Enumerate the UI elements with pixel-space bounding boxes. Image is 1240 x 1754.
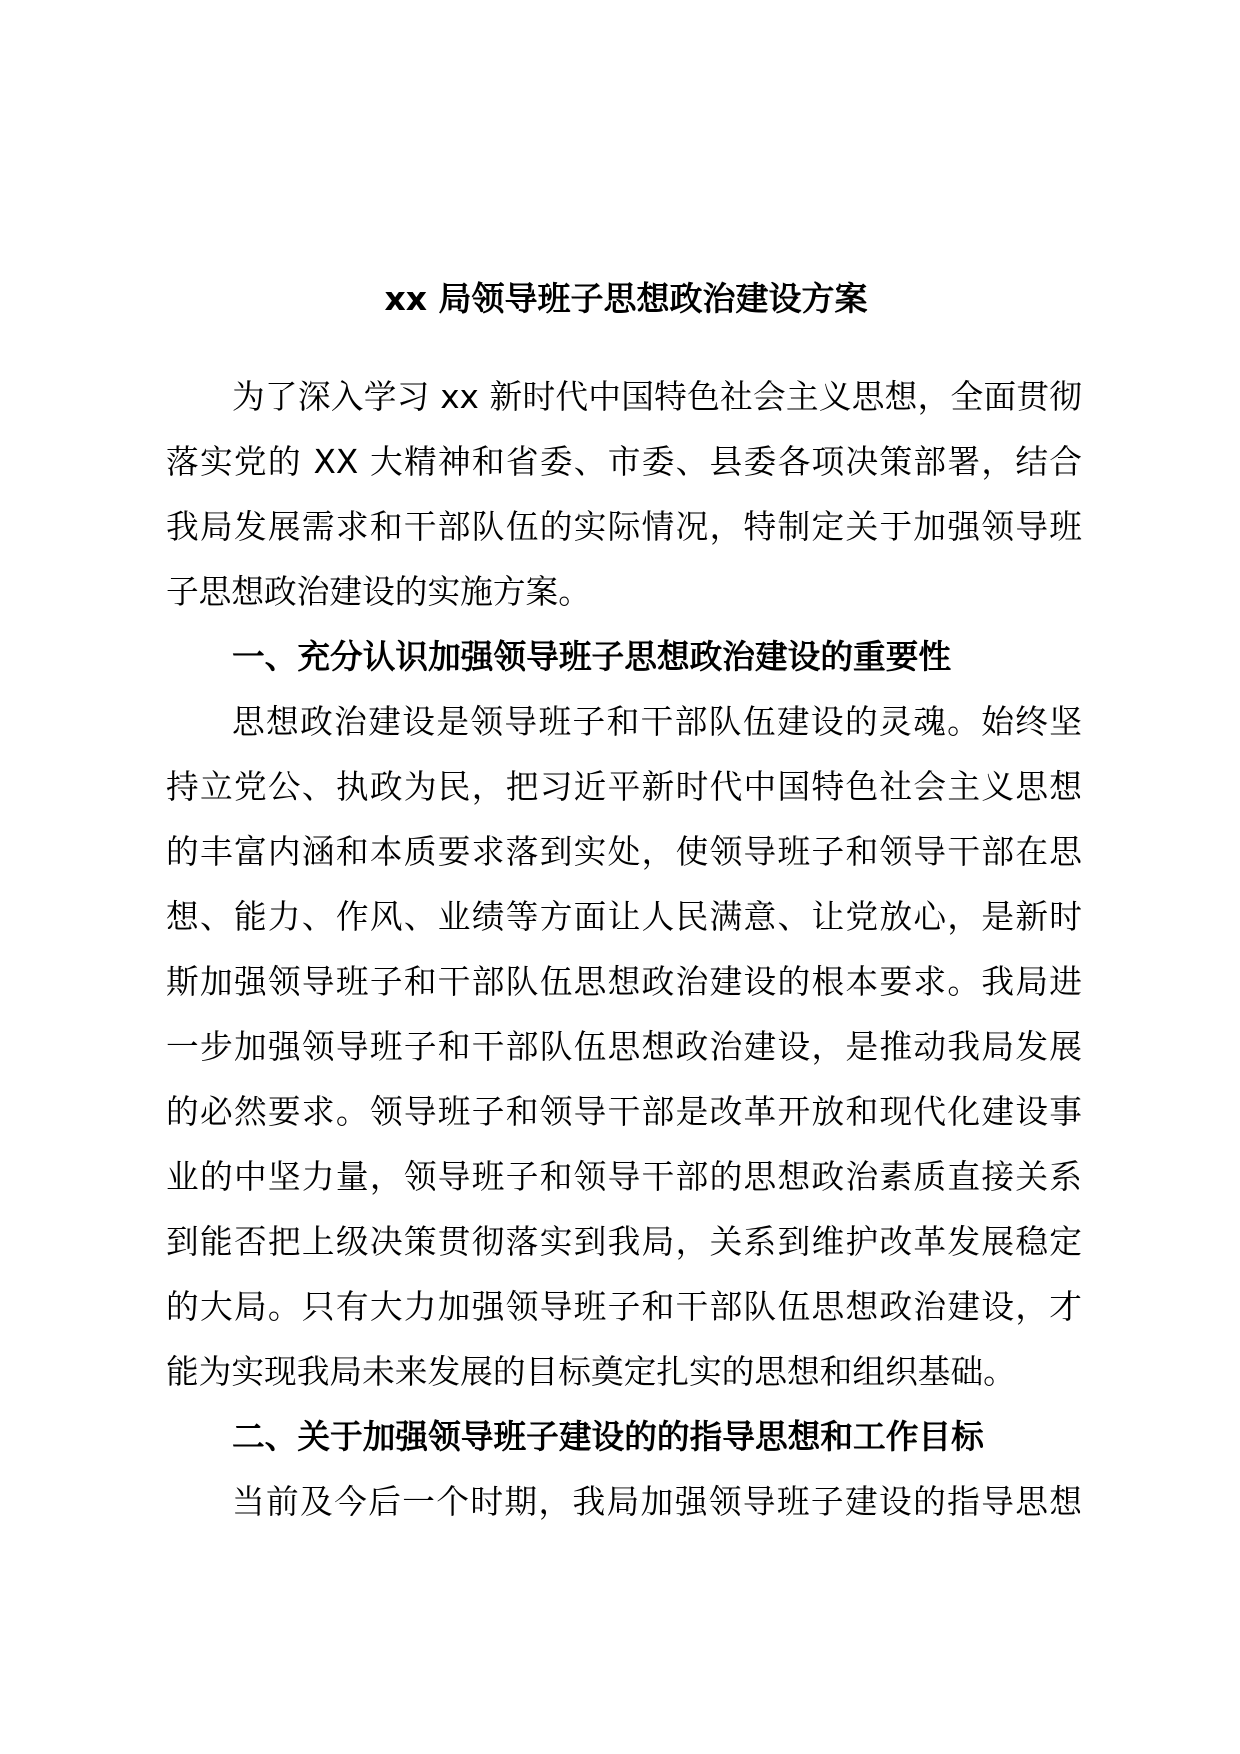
paragraph-line: 的丰富内涵和本质要求落到实处，使领导班子和领导干部在思 bbox=[166, 833, 1082, 871]
paragraph-line: 的必然要求。领导班子和领导干部是改革开放和现代化建设事 bbox=[166, 1093, 1082, 1131]
paragraph-line: 的大局。只有大力加强领导班子和干部队伍思想政治建设，才 bbox=[166, 1288, 1082, 1326]
section-2 bbox=[166, 1415, 1082, 1545]
section-1-heading: 一、充分认识加强领导班子思想政治建设的重要性 bbox=[232, 638, 952, 676]
paragraph-line: 斯加强领导班子和干部队伍思想政治建设的根本要求。我局进 bbox=[166, 963, 1082, 1001]
section-2-paragraph bbox=[166, 1480, 1082, 1545]
paragraph-line: 子思想政治建设的实施方案。 bbox=[166, 573, 591, 611]
document-body bbox=[166, 375, 1082, 1545]
paragraph-line: 思想政治建设是领导班子和干部队伍建设的灵魂。始终坚 bbox=[232, 703, 1082, 741]
section-1 bbox=[166, 635, 1082, 1415]
paragraph-line: 落实党的 XX 大精神和省委、市委、县委各项决策部署，结合 bbox=[166, 443, 1082, 481]
paragraph-line: 持立党公、执政为民，把习近平新时代中国特色社会主义思想 bbox=[166, 768, 1082, 806]
paragraph-line: 业的中坚力量，领导班子和领导干部的思想政治素质直接关系 bbox=[166, 1158, 1082, 1196]
paragraph-line: 到能否把上级决策贯彻落实到我局，关系到维护改革发展稳定 bbox=[166, 1223, 1082, 1261]
paragraph-line: 一步加强领导班子和干部队伍思想政治建设，是推动我局发展 bbox=[166, 1028, 1082, 1066]
paragraph-line: 当前及今后一个时期，我局加强领导班子建设的指导思想 bbox=[232, 1483, 1082, 1521]
document-title: xx 局领导班子思想政治建设方案 bbox=[384, 279, 868, 318]
paragraph-line: 想、能力、作风、业绩等方面让人民满意、让党放心，是新时 bbox=[166, 898, 1082, 936]
paragraph-line: 我局发展需求和干部队伍的实际情况，特制定关于加强领导班 bbox=[166, 508, 1082, 546]
section-1-paragraph bbox=[166, 700, 1082, 1415]
paragraph-line: 能为实现我局未来发展的目标奠定扎实的思想和组织基础。 bbox=[166, 1353, 1016, 1391]
intro-paragraph bbox=[166, 375, 1082, 635]
paragraph-line: 为了深入学习 xx 新时代中国特色社会主义思想，全面贯彻 bbox=[232, 378, 1082, 416]
section-2-heading: 二、关于加强领导班子建设的的指导思想和工作目标 bbox=[232, 1418, 984, 1456]
